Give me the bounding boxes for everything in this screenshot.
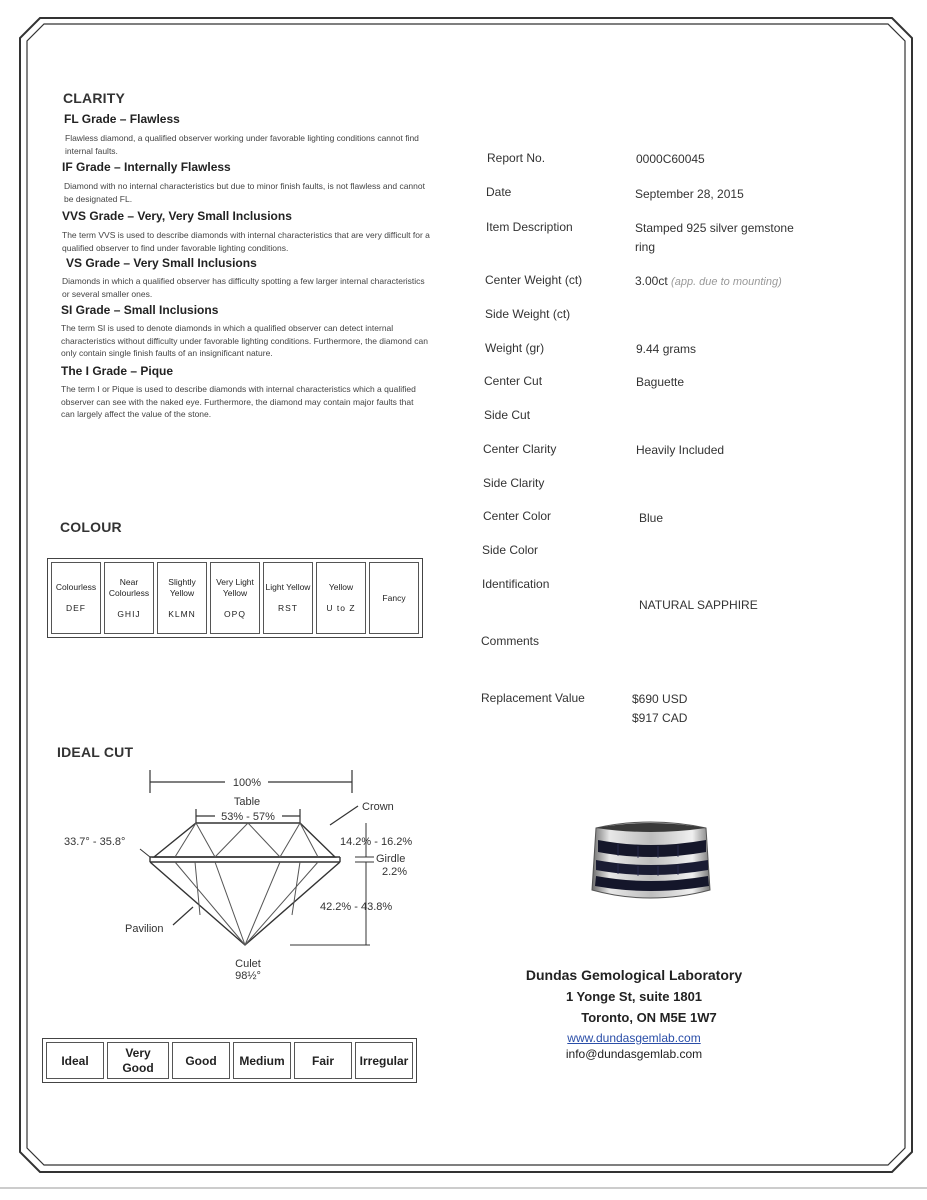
report-value-center-color: Blue <box>639 511 664 525</box>
colour-scale-table <box>47 558 423 638</box>
clarity-grade-vs-title: VS Grade – Very Small Inclusions <box>66 256 257 270</box>
clarity-grade-vs-desc: Diamonds in which a qualified observer has difficulty spotting a few larger internal characteristics or several smaller ones. <box>62 276 425 299</box>
lab-email: info@dundasgemlab.com <box>565 1047 703 1061</box>
report-label-center-clarity: Center Clarity <box>483 442 557 456</box>
report-label-center-weight: Center Weight (ct) <box>485 273 583 287</box>
colour-cell-yellow <box>316 562 366 634</box>
diagram-crown-label: Crown <box>362 801 394 813</box>
colour-label: Slightly Yellow <box>168 576 196 598</box>
clarity-grade-fl-desc: Flawless diamond, a qualified observer working under favorable lighting conditions cannot find internal faults. <box>65 133 419 156</box>
report-value-replacement-usd: $690 USD <box>632 692 688 706</box>
report-value-item-description: Stamped 925 silver gemstone ring <box>635 221 794 254</box>
report-label-side-clarity: Side Clarity <box>483 476 545 490</box>
diagram-girdle-value: 2.2% <box>382 866 408 878</box>
report-label-report-no: Report No. <box>487 151 546 165</box>
diagram-crown-angle: 33.7° - 35.8° <box>64 836 126 848</box>
cut-grade-irregular: Irregular <box>355 1042 413 1079</box>
colour-title: COLOUR <box>60 519 122 535</box>
cut-scale-table <box>42 1038 417 1083</box>
report-value-replacement-cad: $917 CAD <box>632 711 688 725</box>
clarity-grade-si-desc: The term SI is used to denote diamonds in which a qualified observer can detect internal characteristics without difficulty under favorable lighting conditions. Furthermore, the diamond can only contain single finish faults of an insignificant nature. <box>61 323 428 358</box>
lab-address-line1: 1 Yonge St, suite 1801 <box>565 989 703 1004</box>
clarity-grade-i-desc: The term I or Pique is used to describe diamonds with internal characteristics which a qualified observer can see with the naked eye. Furthermore, the diamond may contain major faults that can largely affect the value of the stone. <box>61 384 416 419</box>
colour-grade: U to Z <box>326 603 356 613</box>
report-label-replacement-value: Replacement Value <box>481 691 585 705</box>
report-value-center-cut: Baguette <box>636 375 685 389</box>
diagram-table-range: 53% - 57% <box>221 811 275 823</box>
clarity-grade-if-desc: Diamond with no internal characteristics but due to minor finish faults, is not flawless and cannot be designated FL. <box>64 181 425 204</box>
colour-grade: OPQ <box>224 608 246 619</box>
report-value-weight: 9.44 grams <box>636 342 697 356</box>
report-label-side-cut: Side Cut <box>484 408 531 422</box>
center-weight-value: 3.00ct <box>635 274 668 288</box>
lab-website-link[interactable]: www.dundasgemlab.com <box>567 1031 701 1045</box>
colour-label: Colourless <box>55 582 97 592</box>
diagram-crown-height: 14.2% - 16.2% <box>340 836 413 848</box>
cut-grade-ideal: Ideal <box>46 1042 104 1079</box>
report-value-identification: NATURAL SAPPHIRE <box>639 598 758 612</box>
clarity-title: CLARITY <box>63 90 126 106</box>
colour-label: Very Light Yellow <box>216 576 254 598</box>
ring-photo <box>578 818 723 903</box>
diagram-pavilion-label: Pavilion <box>125 923 164 935</box>
colour-grade: RST <box>278 603 298 613</box>
colour-cell-slightly-yellow <box>157 562 207 634</box>
diagram-culet-label: Culet <box>235 958 261 970</box>
report-value-center-clarity: Heavily Included <box>636 443 725 457</box>
report-label-center-cut: Center Cut <box>484 374 543 388</box>
colour-cell-light-yellow <box>263 562 313 634</box>
clarity-grade-i-title: The I Grade – Pique <box>61 364 174 378</box>
diagram-girdle-label: Girdle <box>376 853 406 865</box>
clarity-grade-si-title: SI Grade – Small Inclusions <box>61 303 219 317</box>
cut-grade-good: Good <box>172 1042 230 1079</box>
report-label-side-color: Side Color <box>482 543 539 557</box>
ideal-cut-title: IDEAL CUT <box>57 744 134 760</box>
colour-cell-colourless <box>51 562 101 634</box>
clarity-grade-if-title: IF Grade – Internally Flawless <box>62 160 231 174</box>
lab-name: Dundas Gemological Laboratory <box>525 967 743 983</box>
colour-label: Near Colourless <box>108 576 150 598</box>
colour-label: Light Yellow <box>265 582 311 592</box>
report-label-comments: Comments <box>481 634 540 648</box>
colour-grade: KLMN <box>168 608 196 619</box>
lab-address-line2: Toronto, ON M5E 1W7 <box>581 1010 717 1025</box>
report-label-item-description: Item Description <box>486 220 573 234</box>
diagram-pavilion-depth: 42.2% - 43.8% <box>320 901 393 913</box>
colour-cell-fancy <box>369 562 419 634</box>
report-value-report-no: 0000C60045 <box>636 152 705 166</box>
cut-grade-very-good: Very Good <box>107 1042 169 1079</box>
clarity-grade-fl-title: FL Grade – Flawless <box>64 112 180 126</box>
ideal-cut-diagram <box>50 765 450 985</box>
colour-grade: GHIJ <box>117 608 141 619</box>
cut-grade-fair: Fair <box>294 1042 352 1079</box>
report-label-side-weight: Side Weight (ct) <box>485 307 571 321</box>
report-value-date: September 28, 2015 <box>635 187 744 201</box>
diagram-culet-angle: 98½° <box>235 970 261 982</box>
diagram-total: 100% <box>232 777 262 789</box>
colour-label: Yellow <box>328 582 354 592</box>
diagram-table-label: Table <box>233 796 261 808</box>
report-value-center-weight <box>635 274 782 288</box>
lab-info <box>504 967 764 1061</box>
colour-grade: DEF <box>66 603 86 613</box>
center-weight-note: (app. due to mounting) <box>671 276 782 288</box>
report-label-center-color: Center Color <box>483 509 552 523</box>
colour-cell-near-colourless <box>104 562 154 634</box>
report-label-weight: Weight (gr) <box>485 341 545 355</box>
colour-label: Fancy <box>382 592 406 603</box>
cut-grade-medium: Medium <box>233 1042 291 1079</box>
clarity-grade-vvs-desc: The term VVS is used to describe diamonds with internal characteristics that are very difficult for a qualified observer to find under favorable lighting conditions. <box>62 230 430 253</box>
colour-cell-very-light-yellow <box>210 562 260 634</box>
report-label-identification: Identification <box>482 577 550 591</box>
clarity-grade-vvs-title: VVS Grade – Very, Very Small Inclusions <box>62 209 292 223</box>
report-label-date: Date <box>486 185 512 199</box>
